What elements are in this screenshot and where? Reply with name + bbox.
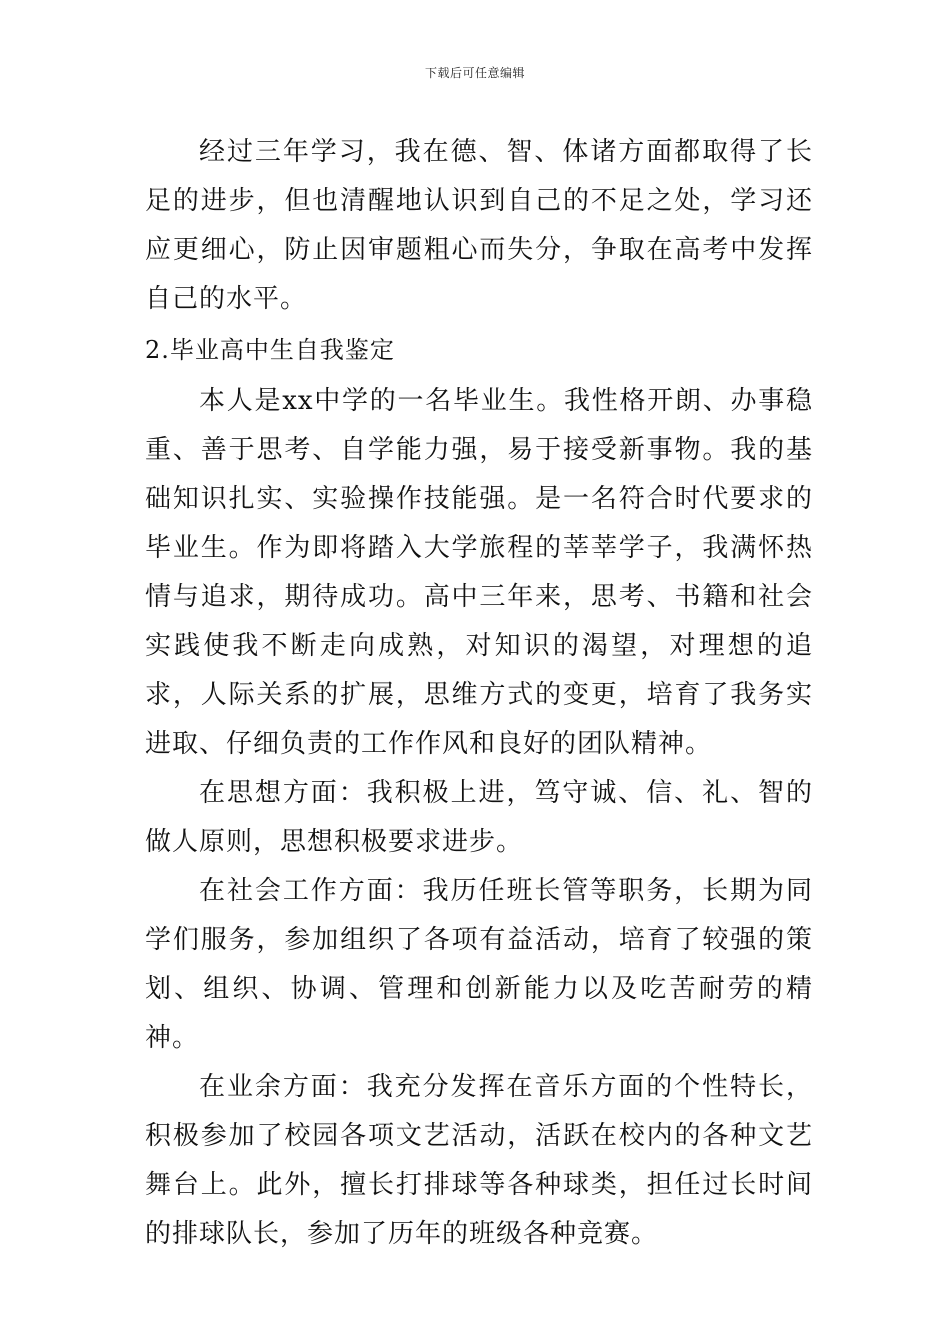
paragraph-leisure: 在业余方面：我充分发挥在音乐方面的个性特长，积极参加了校园各项文艺活动，活跃在校内的各种文艺舞台上。此外，擅长打排球等各种球类，担任过长时间的排球队长，参加了历年的班级各种竞赛。 [145, 1072, 813, 1249]
section-heading: 2.毕业高中生自我鉴定 [145, 336, 395, 364]
paragraph-social-work: 在社会工作方面：我历任班长管等职务，长期为同学们服务，参加组织了各项有益活动，培育了较强的策划、组织、协调、管理和创新能力以及吃苦耐劳的精神。 [145, 876, 813, 1053]
paragraph-self-introduction: 本人是xx中学的一名毕业生。我性格开朗、办事稳重、善于思考、自学能力强，易于接受新事物。我的基础知识扎实、实验操作技能强。是一名符合时代要求的毕业生。作为即将踏入大学旅程的莘莘学子，我满怀热情与追求，期待成功。高中三年来，思考、书籍和社会实践使我不断走向成熟，对知识的渴望，对理想的追求，人际关系的扩展，思维方式的变更，培育了我务实进取、仔细负责的工作作风和良好的团队精神。 [145, 386, 813, 759]
header-note: 下载后可任意编辑 [424, 66, 525, 80]
document-body [145, 128, 813, 1259]
paragraph-ideology: 在思想方面：我积极上进，笃守诚、信、礼、智的做人原则，思想积极要求进步。 [145, 778, 813, 857]
paragraph-progress-summary: 经过三年学习，我在德、智、体诸方面都取得了长足的进步，但也清醒地认识到自己的不足之处，学习还应更细心，防止因审题粗心而失分，争取在高考中发挥自己的水平。 [145, 137, 813, 314]
